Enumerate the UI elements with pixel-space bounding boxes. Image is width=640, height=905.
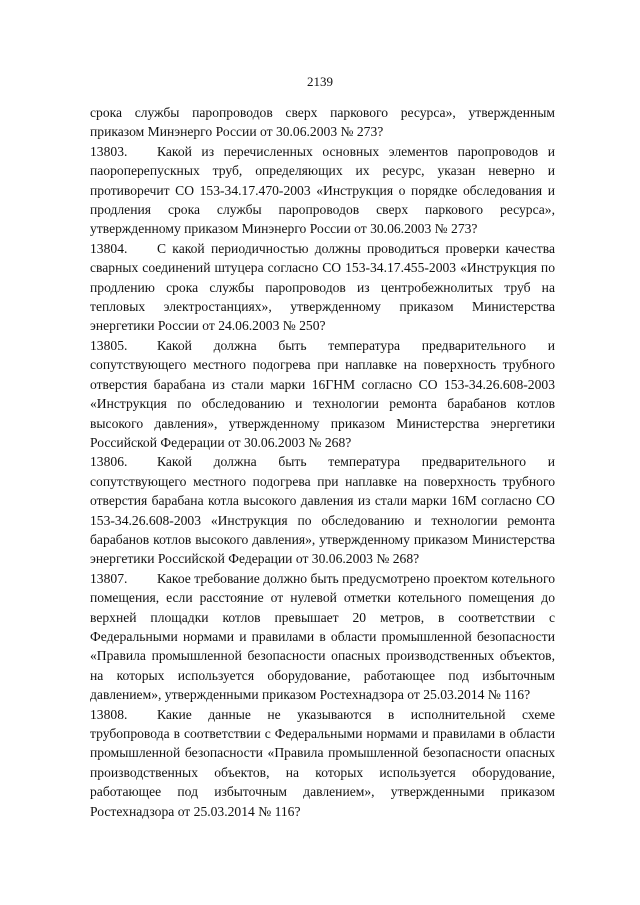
- question-text: С какой периодичностью должны проводиться проверки качества сварных соединений штуцера согласно СО 153-34.17.455-2003 «Инструкция по продлению срока службы паропроводов из центробежнолитых труб на тепловых электростанциях», утвержденному приказом Министерства энергетики России от 24.06.2003 № 250?: [90, 240, 555, 334]
- question-text: Какой должна быть температура предварительного и сопутствующего местного подогрева при наплавке на поверхность трубного отверстия барабана котла высокого давления из стали марки 16М согласно СО 153-34.26.608-2003 «Инструкция по обследованию и технологии ремонта барабанов котлов высокого давления», утвержденному приказом Министерства энергетики Российской Федерации от 30.06.2003 № 268?: [90, 454, 555, 567]
- question-text: Какие данные не указываются в исполнительной схеме трубопровода в соответствии с Федеральными нормами и правилами в области промышленной безопасности «Правила промышленной безопасности опасных производственных объектов, на которых используется оборудование, работающее под избыточным давлением», утвержденными приказом Ростехнадзора от 25.03.2014 № 116?: [90, 706, 555, 819]
- question-item: [90, 336, 555, 452]
- question-text: Какой должна быть температура предварительного и сопутствующего местного подогрева при наплавке на поверхность трубного отверстия барабана из стали марки 16ГНМ согласно СО 153-34.26.608-2003 «Инструкция по обследованию и технологии ремонта барабанов котлов высокого давления», утвержденному приказом Министерства энергетики Российской Федерации от 30.06.2003 № 268?: [90, 337, 555, 450]
- question-number: 13803.: [90, 143, 128, 159]
- question-item: [90, 705, 555, 821]
- question-item: [90, 569, 555, 705]
- question-item: [90, 142, 555, 239]
- question-list: [90, 103, 555, 821]
- page-number: 2139: [307, 74, 333, 89]
- question-number: 13808.: [90, 706, 128, 722]
- continued-text: срока службы паропроводов сверх паркового ресурса», утвержденным приказом Минэнерго России от 30.06.2003 № 273?: [90, 105, 555, 140]
- question-number: 13806.: [90, 454, 128, 470]
- question-number: 13807.: [90, 570, 128, 586]
- question-item: [90, 239, 555, 336]
- question-number: 13805.: [90, 337, 128, 353]
- question-text: Какой из перечисленных основных элементов паропроводов и паороперепускных труб, определяющих их ресурс, указан неверно и противоречит СО 153-34.17.470-2003 «Инструкция о порядке обследования и продления срока службы паропроводов сверх паркового ресурса», утвержденному приказом Минэнерго России от 30.06.2003 № 273?: [90, 143, 555, 237]
- question-number: 13804.: [90, 240, 128, 256]
- question-item: [90, 452, 555, 568]
- question-text: Какое требование должно быть предусмотрено проектом котельного помещения, если расстояние от нулевой отметки котельного помещения до верхней площадки котлов превышает 20 метров, в соответствии с Федеральными нормами и правилами в области промышленной безопасности «Правила промышленной безопасности опасных производственных объектов, на которых используется оборудование, работающее под избыточным давлением», утвержденными приказом Ростехнадзора от 25.03.2014 № 116?: [90, 570, 555, 703]
